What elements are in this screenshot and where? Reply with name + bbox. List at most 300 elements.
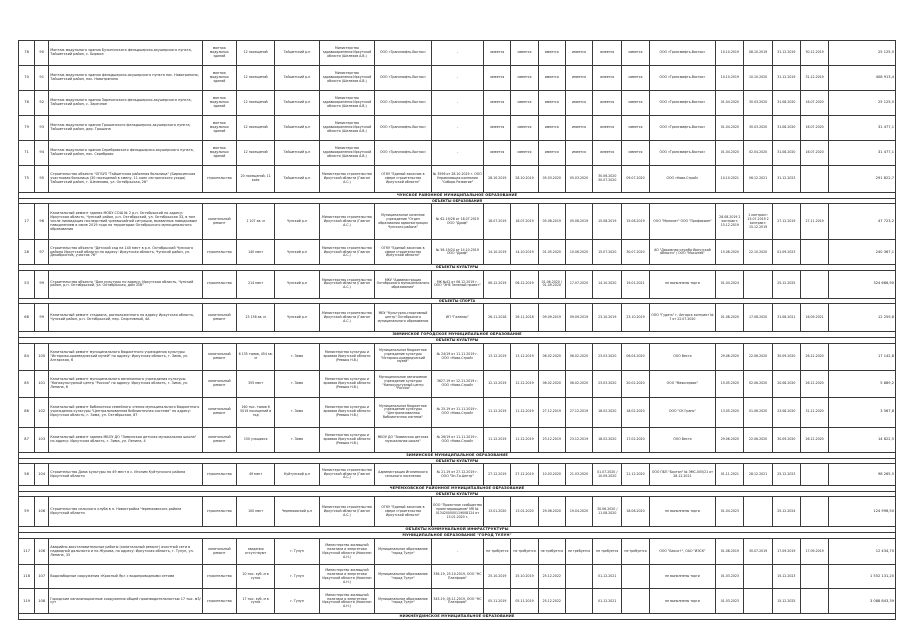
cell-district: г. Тулун (275, 589, 319, 614)
cell-date-5: 15.07.2020 (593, 240, 622, 265)
cell-district: г. Зима (275, 343, 319, 370)
cell-customer: Муниципальное автономное учреждение культуры "Кинокультурный центр "Россия" (375, 370, 432, 397)
cell-end-fact: 16.07.2020 (800, 141, 828, 166)
subsection-title: ОБЪЕКТЫ КУЛЬТУРЫ (19, 265, 896, 270)
cell-contractor: ООО «Трансмифть-Восток» (649, 41, 716, 66)
cell-start-fact: 22.06.2020 (744, 343, 772, 370)
cell-contractor: не выполнены торги (649, 270, 716, 298)
cell-date-2: 13.12.2019 (511, 343, 538, 370)
cell-date-6: 20.02.2020 (622, 370, 649, 397)
cell-end-plan: 01.09.2023 (772, 240, 800, 265)
cell-date-2: имеется (511, 141, 538, 166)
cell-date-1: 14.10.2019 (484, 240, 511, 265)
cell-date-6: 18.02.2020 (622, 397, 649, 427)
cell-object-description: Монтаж модульного здания фельдшерско-акушерского пункта пос. Новотрянино, Тайшетский район, пос. Новотрянино (49, 66, 202, 91)
cell-end-fact (800, 565, 828, 589)
section-title: ЗИМИНСКОЕ МУНИЦИПАЛЬНОЕ ОБРАЗОВАНИЕ (19, 452, 896, 458)
cell-item-number: 103 (35, 427, 49, 452)
cell-start-plan: 29.06.2020 (716, 343, 744, 370)
cell-date-2: не требуется (511, 539, 538, 565)
cell-date-4: имеется (565, 91, 592, 116)
cell-end-plan: 15.12.2025 (772, 589, 800, 614)
cell-amount: 25 125,5 (829, 91, 896, 116)
cell-responsible-ministry: Министерство жилищной политики и энергетики Иркутской области (Никитин А.Н.) (319, 589, 375, 614)
cell-end-fact (800, 497, 828, 527)
cell-date-5: 23.03.2020 (593, 370, 622, 397)
cell-customer: Администрация Игонимского сельского поселения (375, 464, 432, 486)
cell-item-number: 90 (35, 41, 49, 66)
cell-district: Тайшетский р-н (275, 166, 319, 193)
cell-start-fact: 30.07.2019 (744, 539, 772, 565)
cell-contractor: ООО "Гудать" г. Ангарск контракт № 7 от 22.07.2020 (649, 304, 716, 332)
cell-start-fact: 28.12.2021 (744, 464, 772, 486)
cell-date-2: 18.07.2019 (511, 204, 538, 240)
cell-row-index: 76 (19, 91, 35, 116)
cell-end-fact: 16.07.2020 (800, 91, 828, 116)
cell-row-index: 71 (19, 141, 35, 166)
cell-row-index: 70 (19, 66, 35, 91)
cell-district: г. Зима (275, 427, 319, 452)
cell-end-plan: 25.12.2024 (772, 497, 800, 527)
cell-capacity: 20 тыс. куб. м в сутки (236, 565, 274, 589)
section-title: ЗИМИНСКОЕ ГОРОДСКОЕ МУНИЦИПАЛЬНОЕ ОБРАЗОВАНИЕ (19, 332, 896, 338)
cell-amount: 12 259,8 (829, 304, 896, 332)
cell-item-number: 108 (35, 589, 49, 614)
cell-date-4 (565, 589, 592, 614)
cell-date-5: имеется (593, 66, 622, 91)
cell-amount: 14 822,5 (829, 427, 896, 452)
cell-date-4 (565, 565, 592, 589)
cell-date-3: 25.12.2022 (538, 589, 565, 614)
cell-end-plan: 31.08.2020 (772, 141, 800, 166)
table-row (19, 304, 896, 332)
cell-item-number: 91 (35, 66, 49, 91)
cell-item-number: 94 (35, 141, 49, 166)
cell-responsible-ministry: Министерство культуры и архивов Иркутской области (Ревыко Н.В.) (319, 370, 375, 397)
cell-date-3: 25.12.2022 (538, 565, 565, 589)
cell-customer: ООО «Трансмифть-Восток» (375, 91, 432, 116)
cell-contractor: ООО ПБП "Бахтон" № ЭМС-005/21 от 28.12.2021 (649, 464, 716, 486)
cell-district: Чунский р-н (275, 240, 319, 265)
cell-date-3: 06.02.2020 (538, 370, 565, 397)
cell-item-number: 101 (35, 370, 49, 397)
cell-row-index: 84 (19, 343, 35, 370)
cell-date-3: 29.06.2020 (538, 497, 565, 527)
cell-start-plan: 01.03.2023 (716, 589, 744, 614)
cell-date-4: 05.08.2019 (565, 204, 592, 240)
cell-work-type: капитальный ремонт (202, 204, 236, 240)
cell-end-plan: 23.08.2020 (772, 397, 800, 427)
cell-date-3: 06.02.2020 (538, 343, 565, 370)
cell-date-6: имеется (622, 116, 649, 141)
cell-date-2: 12.12.2019 (511, 370, 538, 397)
cell-amount: 47 723,2 (829, 204, 896, 240)
cell-end-fact (800, 240, 828, 265)
registry-table (18, 40, 896, 620)
cell-start-plan: 10.10.2019 (716, 66, 744, 91)
cell-customer: ООО «Трансмифть-Восток» (375, 41, 432, 66)
cell-work-type: монтаж модульных зданий (202, 66, 236, 91)
cell-date-3: не требуется (538, 539, 565, 565)
cell-amount: 1 552 131,20 (829, 565, 896, 589)
cell-row-index: 86 (19, 397, 35, 427)
cell-row-index: 75 (19, 166, 35, 193)
cell-work-type: строительство (202, 240, 236, 265)
cell-date-1: 25.10.2019 (484, 565, 511, 589)
cell-capacity: 150 учащихся (236, 427, 274, 452)
cell-date-1: имеется (484, 41, 511, 66)
cell-date-2: имеется (511, 66, 538, 91)
cell-date-2: 06.12.2019 (511, 270, 538, 298)
cell-date-6: не требуется (622, 539, 649, 565)
cell-contractor: ООО «Трансмифть-Восток» (649, 116, 716, 141)
cell-design-contract: - (431, 539, 483, 565)
cell-start-plan: 15.05.2020 (716, 370, 744, 397)
cell-start-fact: 06.12.2021 (744, 166, 772, 193)
cell-contractor: ООО "Бакса+", ОАО "ИЭСК" (649, 539, 716, 565)
cell-design-contract: 343-19, 05.11.2019, ООО "НС Платформ" (431, 589, 483, 614)
table-row (19, 497, 896, 527)
cell-date-4: имеется (565, 66, 592, 91)
cell-responsible-ministry: Министерство строительства Иркутской области (Гаиган А.С.) (319, 166, 375, 193)
cell-district: г. Тулун (275, 539, 319, 565)
cell-district: Чунский р-н (275, 270, 319, 298)
cell-district: Чунский р-н (275, 304, 319, 332)
cell-start-plan: 01.04.2020 (716, 116, 744, 141)
cell-date-2: 25.10.2019 (511, 565, 538, 589)
cell-start-fact (744, 270, 772, 298)
cell-item-number: 92 (35, 91, 49, 116)
cell-date-1: 13.01.2020 (484, 497, 511, 527)
cell-date-6: имеется (622, 91, 649, 116)
cell-work-type: строительство (202, 497, 236, 527)
subsection-title: ОБЪЕКТЫ КУЛЬТУРЫ (19, 492, 896, 497)
table-row (19, 116, 896, 141)
cell-item-number: 106 (35, 539, 49, 565)
cell-date-5: 14.10.2020 (593, 270, 622, 298)
cell-date-4: имеется (565, 116, 592, 141)
cell-start-plan: 28.08.2019 2 контракт: 15.12.2019 (716, 204, 744, 240)
cell-start-fact: 02.04.2020 (744, 141, 772, 166)
cell-end-fact: 26.12.2020 (800, 427, 828, 452)
cell-date-2: 11.12.2019 (511, 397, 538, 427)
cell-date-2: 26.11.2018 (511, 304, 538, 332)
cell-responsible-ministry: Министерство культуры и архивов Иркутской области (Ревыко Н.В.) (319, 397, 375, 427)
cell-work-type: строительство (202, 270, 236, 298)
cell-item-number: 102 (35, 397, 49, 427)
cell-row-index: 28 (19, 240, 35, 265)
cell-capacity: сведения отсутствуют (236, 539, 274, 565)
cell-date-6: 30.07.2020 (622, 240, 649, 265)
cell-amount: 240 367,1 (829, 240, 896, 265)
cell-customer: ОГКУ "Единый заказчик в сфере строительства Иркутской области" (375, 166, 432, 193)
cell-work-type: капитальный ремонт (202, 370, 236, 397)
cell-end-plan: 15.12.2023 (772, 565, 800, 589)
cell-object-description: Монтаж модульного здания Трошинского фельдшерско-акушерского пункта, Тайшетский район, дер. Трошина (49, 116, 202, 141)
cell-work-type: строительство (202, 565, 236, 589)
cell-start-fact: 01.06.2020 (744, 397, 772, 427)
cell-date-2: 14.10.2019 (511, 240, 538, 265)
section-header-row (19, 614, 896, 620)
cell-row-index: 119 (19, 589, 35, 614)
cell-row-index: 117 (19, 539, 35, 565)
cell-district: г. Зима (275, 370, 319, 397)
cell-responsible-ministry: Министерство здравоохранения Иркутской области (Шелехов А.В.) (319, 91, 375, 116)
cell-date-5: 01.07.2020 / 10.09.2020 (593, 464, 622, 486)
cell-date-6: 23.10.2019 (622, 304, 649, 332)
cell-object-description: Строительство объекта "Детский сад на 140 мест в р.п. Октябрьский Чунского района Иркутской области по адресу: Иркутская область, Чунский район, ул. Декабристов, участок 76" (49, 240, 202, 265)
table-row (19, 141, 896, 166)
cell-responsible-ministry: Министерство строительства Иркутской области (Гаиган А.С.) (319, 304, 375, 332)
cell-date-1: 28.10.2019 (484, 166, 511, 193)
cell-object-description: Строительство Дома культуры на 49 мест в с. Игоним Куйтунского района Иркутской области (49, 464, 202, 486)
subsection-title: ОБЪЕКТЫ ОБРАЗОВАНИЯ (19, 199, 896, 204)
cell-end-plan: 31.08.2020 (772, 116, 800, 141)
cell-start-fact: 02.06.2020 (744, 370, 772, 397)
table-row (19, 427, 896, 452)
cell-work-type: строительство (202, 464, 236, 486)
section-title: МУНИЦИПАЛЬНОЕ ОБРАЗОВАНИЕ "ГОРОД ТУЛУН" (19, 533, 896, 539)
cell-capacity: 17 тыс. куб. м в сутки (236, 589, 274, 614)
cell-start-plan: 01.11.2021 (716, 464, 744, 486)
cell-date-3: 01.05.2020 (538, 240, 565, 265)
cell-district: Чунский р-н (275, 204, 319, 240)
cell-row-index: 58 (19, 464, 35, 486)
cell-row-index: 118 (19, 565, 35, 589)
cell-date-1: 27.12.2019 (484, 464, 511, 486)
cell-date-6: 09.07.2020 (622, 166, 649, 193)
cell-date-6: имеется (622, 141, 649, 166)
cell-amount: 31 477,1 (829, 116, 896, 141)
subsection-title: ОБЪЕКТЫ СПОРТА (19, 298, 896, 303)
cell-date-6: 15.08.2019 (622, 204, 649, 240)
cell-district: г. Тулун (275, 565, 319, 589)
cell-date-4: 23.12.2019 (565, 427, 592, 452)
cell-date-3: 23.12.2019 (538, 427, 565, 452)
cell-start-plan: 01.04.2020 (716, 91, 744, 116)
cell-district: Тайшетский р-н (275, 91, 319, 116)
cell-item-number: 99 (35, 304, 49, 332)
cell-row-index: 78 (19, 41, 35, 66)
cell-design-contract: - (431, 66, 483, 91)
cell-capacity: 214 мест (236, 270, 274, 298)
cell-date-3: 09.09.2019 (538, 304, 565, 332)
cell-work-type: капитальный ремонт (202, 343, 236, 370)
cell-responsible-ministry: Министерство здравоохранения Иркутской области (Шелехов А.В.) (319, 66, 375, 91)
cell-item-number: 93 (35, 116, 49, 141)
cell-date-1: 05.11.2019 (484, 589, 511, 614)
cell-capacity: 23 136 кв. м (236, 304, 274, 332)
cell-amount: 17 142,8 (829, 343, 896, 370)
cell-date-4: 17.07.2020 (565, 270, 592, 298)
cell-design-contract: ИП "Галенир" (431, 304, 483, 332)
cell-date-5: 18.02.2020 (593, 397, 622, 427)
cell-work-type: монтаж модульных зданий (202, 41, 236, 66)
cell-contractor: ООО Веста (649, 343, 716, 370)
cell-date-4: имеется (565, 141, 592, 166)
cell-district: Тайшетский р-н (275, 141, 319, 166)
cell-responsible-ministry: Министерство строительства Иркутской области (Гаиган А.С.) (319, 204, 375, 240)
cell-customer: ОГКУ "Единый заказчик в сфере строительства Иркутской области" (375, 497, 432, 527)
cell-design-contract: - (431, 116, 483, 141)
table-row (19, 397, 896, 427)
cell-contractor: ООО «Трансмифть-Восток» (649, 91, 716, 116)
table-row (19, 539, 896, 565)
subsection-title: ОБЪЕКТЫ КУЛЬТУРЫ (19, 338, 896, 343)
cell-customer: ООО «Трансмифть-Восток» (375, 141, 432, 166)
cell-end-plan: 30.09.2020 (772, 343, 800, 370)
cell-end-plan: 31.08.2021 (772, 304, 800, 332)
document-sheet (18, 40, 896, 620)
table-row (19, 464, 896, 486)
cell-end-plan: 20.08.2020 (772, 370, 800, 397)
cell-object-description: Строительство объекта "ОГБУЗ "Тайшетская районная больница" (Бирюсинская участковая больница (30 посещений в смену, 11 коек сестринского ухода) Тайшетский район, г. Шелехова, ул. Октябрьская, 26" (49, 166, 202, 193)
cell-date-4: 27.12.2019 (565, 397, 592, 427)
table-row (19, 240, 896, 265)
cell-design-contract: № 62-19/28 от 18.07.2019 ООО "Дриф" (431, 204, 483, 240)
cell-start-plan: 01.03.2023 (716, 565, 744, 589)
subsection-title: ОБЪЕКТЫ КУЛЬТУРЫ (19, 458, 896, 463)
cell-responsible-ministry: Министерство культуры и архивов Иркутской области (Ревыко Н.В.) (319, 343, 375, 370)
cell-date-4: имеется (565, 41, 592, 66)
cell-end-fact: 31.12.2020 (800, 397, 828, 427)
cell-design-contract: ООО "Проектное сообщество проектировщиков" МК № 0134200000119008124 от 13.01.2020 г. (431, 497, 483, 527)
cell-start-fact: 17.08.2020 (744, 304, 772, 332)
cell-start-plan: 10.10.2019 (716, 41, 744, 66)
cell-date-4: 21.03.2020 (565, 464, 592, 486)
cell-district: Черемховский р-н (275, 497, 319, 527)
cell-object-description: Капитальный ремонт муниципального автономного учреждения культуры "Кинокультурный центр "Россия" по адресу: Иркутская область, г. Зима, ул. Ленина, 6 (49, 370, 202, 397)
cell-capacity: 140 мест (236, 240, 274, 265)
cell-customer: МКУ "Администрация Октябрьского муниципального образования" (375, 270, 432, 298)
cell-row-index: 17 (19, 204, 35, 240)
cell-date-1: имеется (484, 116, 511, 141)
cell-start-fact (744, 565, 772, 589)
cell-capacity: 1 107 кв. м (236, 204, 274, 240)
table-row (19, 41, 896, 66)
cell-customer: Муниципальное образование "город Тулун" (375, 589, 432, 614)
cell-design-contract: № 26/19 от 11.11.2019 г. ООО «Ново-Строй» (431, 427, 483, 452)
cell-responsible-ministry: Министерство жилищной политики и энергетики Иркутской области (Никитин А.Н.) (319, 565, 375, 589)
cell-customer: Муниципальное казенное учреждение "Отдел образования администрации Чунского района" (375, 204, 432, 240)
cell-date-1: имеется (484, 66, 511, 91)
cell-end-plan: 31.12.2023 (772, 166, 800, 193)
cell-object-description: Капитальный ремонт библиотеки семейного чтения муниципального бюджетного учреждения культуры "Централизованная библиотечная система" по адресу: Иркутская область, г. Зима, ул. Октябрьская, 87 (49, 397, 202, 427)
table-row (19, 204, 896, 240)
cell-end-plan: 25.12.2025 (772, 270, 800, 298)
cell-row-index: 59 (19, 497, 35, 527)
cell-amount: 25 125,5 (829, 41, 896, 66)
cell-district: г. Зима (275, 397, 319, 427)
cell-object-description: Строительство сельского клуба в п. Новостройка Черемховского района Иркутской области (49, 497, 202, 527)
cell-object-description: Капитальный ремонт муниципального бюджетного учреждения культуры "Историко-краеведческий музей" по адресу: Иркутская область, г. Зима, ул. Ангарская, 6 (49, 343, 202, 370)
cell-row-index: 87 (19, 427, 35, 452)
cell-date-2: имеется (511, 41, 538, 66)
cell-work-type: капитальный ремонт (202, 539, 236, 565)
cell-date-1: 18.07.2019 (484, 204, 511, 240)
cell-item-number: 97 (35, 240, 49, 265)
cell-design-contract: - (431, 141, 483, 166)
cell-customer: Муниципальное образование "город Тулун" (375, 539, 432, 565)
cell-date-3: имеется (538, 116, 565, 141)
cell-date-3: 05.08.2019 (538, 204, 565, 240)
cell-contractor: ООО Веста (649, 427, 716, 452)
cell-date-3: имеется (538, 91, 565, 116)
cell-date-5: не требуется (593, 539, 622, 565)
cell-date-1: 11.12.2019 (484, 427, 511, 452)
cell-amount: 3 088 843,39 (829, 589, 896, 614)
cell-start-plan: 15.08.2020 (716, 240, 744, 265)
cell-date-2: 13.01.2020 (511, 497, 538, 527)
cell-district: Куйтунский р-н (275, 464, 319, 486)
cell-date-3: имеется (538, 141, 565, 166)
cell-end-plan: 27.12.2019 (772, 204, 800, 240)
cell-capacity: 12 посещений (236, 141, 274, 166)
cell-date-5: 01.12.2021 (593, 565, 622, 589)
cell-date-6 (622, 565, 649, 589)
cell-date-4: 10.06.2020 (565, 240, 592, 265)
cell-date-5: 30.06.2020 / 11.08.2020 (593, 497, 622, 527)
cell-capacity: 12 посещений (236, 41, 274, 66)
cell-date-5: 01.12.2021 (593, 589, 622, 614)
cell-row-index: 79 (19, 116, 35, 141)
cell-capacity: 160 тыс. томов 6 5019 посещений в год (236, 397, 274, 427)
cell-amount: 291 822,7 (829, 166, 896, 193)
cell-customer: Муниципальное образование "город Тулун" (375, 565, 432, 589)
cell-responsible-ministry: Министерство здравоохранения Иркутской области (Шелехов А.В.) (319, 141, 375, 166)
cell-start-fact: 1 контракт: 15.07.2019 2 контракт: 15.12.2019 (744, 204, 772, 240)
table-row (19, 565, 896, 589)
cell-customer: ОГКУ "Единый заказчик в сфере строительства Иркутской области" (375, 240, 432, 265)
cell-design-contract: № 56-19/24 от 14.10.2019 ООО "Дриф" (431, 240, 483, 265)
cell-start-fact: 10.10.2020 (744, 66, 772, 91)
cell-customer: ООО «Трансмифть-Восток» (375, 66, 432, 91)
cell-customer: МБОУ ДО "Зиминская детская музыкальная школа" (375, 427, 432, 452)
cell-date-3: 05.03.2020 (538, 166, 565, 193)
cell-item-number: 107 (35, 565, 49, 589)
cell-capacity: 12 посещений (236, 116, 274, 141)
cell-customer: ООО «Трансмифть-Восток» (375, 116, 432, 141)
cell-design-contract: - (431, 91, 483, 116)
cell-date-4: не требуется (565, 539, 592, 565)
cell-work-type: капитальный ремонт (202, 304, 236, 332)
cell-contractor: не выполнены торги (649, 589, 716, 614)
cell-responsible-ministry: Министерство строительства Иркутской области (Гаиган А.С.) (319, 240, 375, 265)
cell-start-plan: 01.04.2024 (716, 270, 744, 298)
cell-date-6: 06.04.2020 (622, 343, 649, 370)
cell-end-fact: 16.09.2021 (800, 304, 828, 332)
cell-capacity: 20 посещений, 11 коек (236, 166, 274, 193)
cell-start-plan: 29.06.2020 (716, 427, 744, 452)
cell-date-5: 30.06.2020 30.07.2020 (593, 166, 622, 193)
cell-amount: 31 477,1 (829, 141, 896, 166)
cell-responsible-ministry: Министерство строительства Иркутской области (Гаиган А.С.) (319, 497, 375, 527)
cell-responsible-ministry: Министерство культуры и архивов Иркутской области (Ревыко Н.В.) (319, 427, 375, 452)
cell-end-fact: 27.11.2019 (800, 204, 828, 240)
cell-date-1: 12.12.2019 (484, 370, 511, 397)
cell-object-description: Монтаж модульного здания Серебровского фельдшерско-акушерского пункта, Тайшетский район, пос. Сереброво (49, 141, 202, 166)
cell-date-2: 05.11.2019 (511, 589, 538, 614)
cell-date-6 (622, 589, 649, 614)
cell-contractor: ООО «Трансмифть-Восток» (649, 141, 716, 166)
table-row (19, 270, 896, 298)
cell-capacity: 12 посещений (236, 66, 274, 91)
cell-date-1: имеется (484, 91, 511, 116)
cell-end-fact: 26.12.2020 (800, 343, 828, 370)
cell-end-plan: 30.09.2020 (772, 427, 800, 452)
cell-responsible-ministry: Министерство строительства Иркутской области (Гаиган А.С.) (319, 270, 375, 298)
cell-date-1: не требуется (484, 539, 511, 565)
